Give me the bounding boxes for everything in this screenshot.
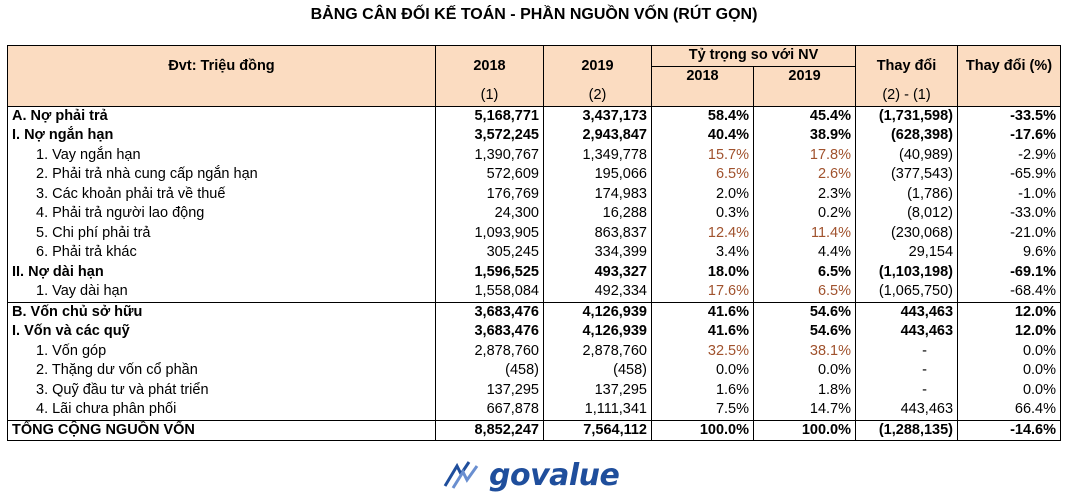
row-label: 2. Phải trả nhà cung cấp ngắn hạn [8, 165, 436, 185]
change-pct: -14.6% [958, 420, 1061, 441]
row-label: II. Nợ dài hạn [8, 263, 436, 283]
value-2018: 3,683,476 [436, 302, 544, 322]
value-2019: 2,878,760 [544, 342, 652, 362]
value-2018: (458) [436, 361, 544, 381]
change-pct: -68.4% [958, 282, 1061, 302]
weight-2019-header: 2019 [754, 66, 856, 86]
weight-2019: 45.4% [754, 106, 856, 126]
change-pct: -17.6% [958, 126, 1061, 146]
change-pct: -2.9% [958, 146, 1061, 166]
row-label: B. Vốn chủ sở hữu [8, 302, 436, 322]
balance-sheet-table [7, 45, 1061, 441]
weight-2019: 0.2% [754, 204, 856, 224]
table-row [8, 361, 1061, 381]
note-blank [958, 86, 1061, 106]
value-2019: 195,066 [544, 165, 652, 185]
table-row [8, 282, 1061, 302]
table-row [8, 204, 1061, 224]
weight-2018: 1.6% [652, 381, 754, 401]
change-pct: 12.0% [958, 322, 1061, 342]
unit-header: Đvt: Triệu đồng [8, 46, 436, 87]
table-row [8, 263, 1061, 283]
weight-2019: 14.7% [754, 400, 856, 420]
table-row [8, 126, 1061, 146]
value-2019: 2,943,847 [544, 126, 652, 146]
change-value: - [856, 361, 958, 381]
value-2018: 1,596,525 [436, 263, 544, 283]
change-pct: -33.0% [958, 204, 1061, 224]
change-pct: 9.6% [958, 243, 1061, 263]
change-value: - [856, 342, 958, 362]
weight-2019: 0.0% [754, 361, 856, 381]
row-label: 1. Vay dài hạn [8, 282, 436, 302]
weight-2018: 7.5% [652, 400, 754, 420]
change-pct: 66.4% [958, 400, 1061, 420]
value-2019: 174,983 [544, 185, 652, 205]
row-label: 6. Phải trả khác [8, 243, 436, 263]
change-value: (40,989) [856, 146, 958, 166]
weight-2019: 100.0% [754, 420, 856, 441]
change-value: (1,065,750) [856, 282, 958, 302]
weight-2018: 0.0% [652, 361, 754, 381]
row-label: 1. Vay ngắn hạn [8, 146, 436, 166]
row-label: TỔNG CỘNG NGUỒN VỐN [8, 420, 436, 441]
change-value: (377,543) [856, 165, 958, 185]
change-value: (1,288,135) [856, 420, 958, 441]
weight-2019: 38.9% [754, 126, 856, 146]
value-2019: 4,126,939 [544, 302, 652, 322]
change-value: 29,154 [856, 243, 958, 263]
weight-2018: 17.6% [652, 282, 754, 302]
weight-2019: 4.4% [754, 243, 856, 263]
weight-2018: 100.0% [652, 420, 754, 441]
note-blank [8, 86, 436, 106]
table-row [8, 322, 1061, 342]
value-2019: 1,111,341 [544, 400, 652, 420]
value-2018: 667,878 [436, 400, 544, 420]
change-pct: -33.5% [958, 106, 1061, 126]
table-row [8, 243, 1061, 263]
weight-2018: 41.6% [652, 322, 754, 342]
value-2018: 176,769 [436, 185, 544, 205]
note-change: (2) - (1) [856, 86, 958, 106]
row-label: I. Nợ ngắn hạn [8, 126, 436, 146]
weight-2019: 6.5% [754, 263, 856, 283]
table-row [8, 224, 1061, 244]
note-2018: (1) [436, 86, 544, 106]
change-pct: 12.0% [958, 302, 1061, 322]
change-value: (8,012) [856, 204, 958, 224]
value-2018: 305,245 [436, 243, 544, 263]
weight-2018-header: 2018 [652, 66, 754, 86]
weight-2018: 12.4% [652, 224, 754, 244]
change-pct: 0.0% [958, 381, 1061, 401]
value-2019: (458) [544, 361, 652, 381]
table-row [8, 165, 1061, 185]
value-2018: 8,852,247 [436, 420, 544, 441]
value-2019: 334,399 [544, 243, 652, 263]
weight-2019: 17.8% [754, 146, 856, 166]
change-pct: 0.0% [958, 361, 1061, 381]
row-label: 2. Thặng dư vốn cổ phần [8, 361, 436, 381]
table-body [8, 106, 1061, 441]
change-pct-header: Thay đổi (%) [958, 46, 1061, 87]
table-row [8, 185, 1061, 205]
govalue-logo [443, 457, 620, 493]
weight-2019: 54.6% [754, 322, 856, 342]
weight-2018: 0.3% [652, 204, 754, 224]
weight-2019: 2.6% [754, 165, 856, 185]
row-label: 5. Chi phí phải trả [8, 224, 436, 244]
table-row [8, 400, 1061, 420]
value-2019: 492,334 [544, 282, 652, 302]
value-2019: 4,126,939 [544, 322, 652, 342]
change-value: (230,068) [856, 224, 958, 244]
logo-text: govalue [489, 457, 620, 493]
value-2019: 3,437,173 [544, 106, 652, 126]
change-value: (1,731,598) [856, 106, 958, 126]
weight-2018: 6.5% [652, 165, 754, 185]
row-label: 3. Các khoản phải trả về thuế [8, 185, 436, 205]
weight-2018: 3.4% [652, 243, 754, 263]
row-label: A. Nợ phải trả [8, 106, 436, 126]
value-2019: 137,295 [544, 381, 652, 401]
change-value: - [856, 381, 958, 401]
value-2018: 1,390,767 [436, 146, 544, 166]
table-row [8, 146, 1061, 166]
change-pct: -1.0% [958, 185, 1061, 205]
weight-2018: 41.6% [652, 302, 754, 322]
value-2018: 1,093,905 [436, 224, 544, 244]
weight-2019: 54.6% [754, 302, 856, 322]
note-blank [754, 86, 856, 106]
note-blank [652, 86, 754, 106]
value-2018: 24,300 [436, 204, 544, 224]
change-value: 443,463 [856, 322, 958, 342]
row-label: 1. Vốn góp [8, 342, 436, 362]
table-title: BẢNG CÂN ĐỐI KẾ TOÁN - PHẦN NGUỒN VỐN (RÚT GỌN) [310, 6, 758, 23]
value-2019: 7,564,112 [544, 420, 652, 441]
table-row [8, 342, 1061, 362]
value-2018: 572,609 [436, 165, 544, 185]
weight-2019: 2.3% [754, 185, 856, 205]
value-2018: 3,683,476 [436, 322, 544, 342]
weight-2018: 15.7% [652, 146, 754, 166]
change-pct: -69.1% [958, 263, 1061, 283]
row-label: 4. Phải trả người lao động [8, 204, 436, 224]
year-2019-header: 2019 [544, 46, 652, 87]
value-2018: 3,572,245 [436, 126, 544, 146]
govalue-mark-icon [443, 460, 485, 490]
change-value: 443,463 [856, 400, 958, 420]
value-2018: 2,878,760 [436, 342, 544, 362]
change-value: (628,398) [856, 126, 958, 146]
change-pct: 0.0% [958, 342, 1061, 362]
table-row [8, 420, 1061, 441]
value-2018: 1,558,084 [436, 282, 544, 302]
value-2019: 863,837 [544, 224, 652, 244]
value-2019: 493,327 [544, 263, 652, 283]
weight-2018: 18.0% [652, 263, 754, 283]
row-label: 4. Lãi chưa phân phối [8, 400, 436, 420]
weight-2018: 2.0% [652, 185, 754, 205]
value-2019: 1,349,778 [544, 146, 652, 166]
change-pct: -21.0% [958, 224, 1061, 244]
note-2019: (2) [544, 86, 652, 106]
weight-2019: 6.5% [754, 282, 856, 302]
year-2018-header: 2018 [436, 46, 544, 87]
weight-2019: 38.1% [754, 342, 856, 362]
value-2019: 16,288 [544, 204, 652, 224]
row-label: 3. Quỹ đầu tư và phát triển [8, 381, 436, 401]
value-2018: 137,295 [436, 381, 544, 401]
row-label: I. Vốn và các quỹ [8, 322, 436, 342]
table-row [8, 302, 1061, 322]
change-value: 443,463 [856, 302, 958, 322]
weight-2018: 58.4% [652, 106, 754, 126]
table-row [8, 106, 1061, 126]
change-value: (1,786) [856, 185, 958, 205]
weight-2019: 1.8% [754, 381, 856, 401]
change-header: Thay đổi [856, 46, 958, 87]
value-2018: 5,168,771 [436, 106, 544, 126]
weight-group-header: Tỷ trọng so với NV [652, 46, 856, 67]
weight-2018: 40.4% [652, 126, 754, 146]
weight-2019: 11.4% [754, 224, 856, 244]
change-pct: -65.9% [958, 165, 1061, 185]
weight-2018: 32.5% [652, 342, 754, 362]
table-row [8, 381, 1061, 401]
change-value: (1,103,198) [856, 263, 958, 283]
